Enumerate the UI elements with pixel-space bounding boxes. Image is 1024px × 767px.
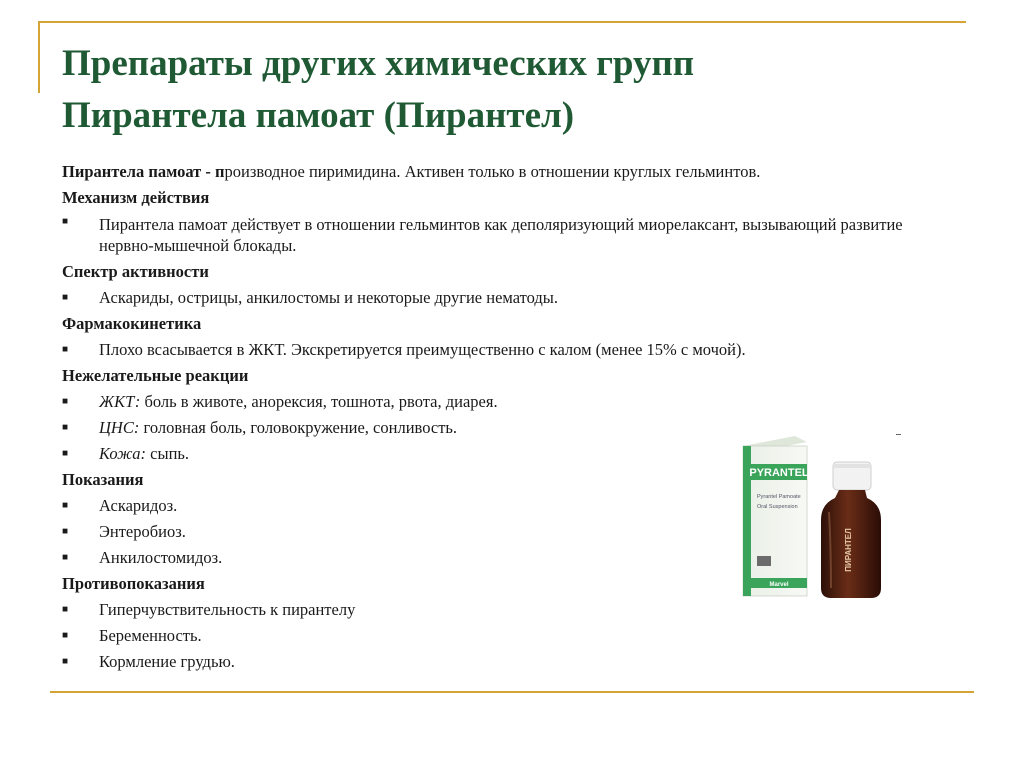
list-item-text: головная боль, головокружение, сонливость. xyxy=(139,418,458,437)
square-bullet-icon: ■ xyxy=(62,396,69,407)
list-item xyxy=(62,623,942,649)
heading-mechanism: Механизм действия xyxy=(62,188,210,207)
list-item xyxy=(62,211,942,259)
list-item-text: боль в животе, анорексия, тошнота, рвота, диарея. xyxy=(140,392,498,411)
heading-adverse-reactions: Нежелательные реакции xyxy=(62,366,249,385)
item-label: ЖКТ: xyxy=(99,392,141,411)
list-item-text: Пирантела памоат действует в отношении гельминтов как деполяризующий миорелаксант, вызывающий развитие нервно-мышечной блокады. xyxy=(99,215,903,255)
list-item xyxy=(62,389,942,415)
square-bullet-icon: ■ xyxy=(62,292,69,303)
square-bullet-icon: ■ xyxy=(62,656,69,667)
intro-paragraph xyxy=(62,159,942,185)
list-item-text: сыпь. xyxy=(146,444,190,463)
list-item-text: Энтеробиоз. xyxy=(99,522,186,541)
heading-pharmacokinetics: Фармакокинетика xyxy=(62,314,202,333)
square-bullet-icon: ■ xyxy=(62,630,69,641)
square-bullet-icon: ■ xyxy=(62,500,69,511)
list-item-text: Беременность. xyxy=(99,626,202,645)
square-bullet-icon: ■ xyxy=(62,344,69,355)
list-item-text: Гиперчувствительность к пирантелу xyxy=(99,600,356,619)
list-item-text: Плохо всасывается в ЖКТ. Экскретируется преимущественно с калом (менее 15% с мочой). xyxy=(99,340,746,359)
square-bullet-icon: ■ xyxy=(62,216,69,227)
item-label: ЦНС: xyxy=(99,418,140,437)
intro-bold: Пирантела памоат - п xyxy=(62,162,225,181)
heading-contraindications: Противопоказания xyxy=(62,574,205,593)
heading-spectrum: Спектр активности xyxy=(62,262,209,281)
box-line-2: Oral Suspension xyxy=(757,504,798,510)
list-item-text: Кормление грудью. xyxy=(99,652,235,671)
slide-title xyxy=(62,38,962,142)
medicine-box xyxy=(743,436,809,596)
pyrantel-product-image xyxy=(735,428,910,608)
box-maker-text: Marvel xyxy=(769,582,789,588)
box-brand-text: PYRANTEL xyxy=(749,467,809,479)
item-label: Кожа: xyxy=(99,444,147,463)
list-item-text: Аскаридоз. xyxy=(99,496,178,515)
top-gold-rule xyxy=(38,21,966,23)
left-gold-rule xyxy=(38,21,40,93)
square-bullet-icon: ■ xyxy=(62,604,69,615)
list-item xyxy=(62,649,942,675)
title-line-1: Препараты других химических групп xyxy=(62,43,695,84)
list-item xyxy=(62,337,942,363)
list-item-text: Аскариды, острицы, анкилостомы и некоторые другие нематоды. xyxy=(99,288,558,307)
bottom-gold-rule xyxy=(50,691,974,693)
medicine-bottle xyxy=(821,462,881,598)
heading-indications: Показания xyxy=(62,470,144,489)
list-item-text: Анкилостомидоз. xyxy=(99,548,223,567)
square-bullet-icon: ■ xyxy=(62,448,69,459)
intro-text: роизводное пиримидина. Активен только в отношении круглых гельминтов. xyxy=(224,162,761,181)
square-bullet-icon: ■ xyxy=(62,422,69,433)
square-bullet-icon: ■ xyxy=(62,526,69,537)
square-bullet-icon: ■ xyxy=(62,552,69,563)
box-line-1: Pyrantel Pamoate xyxy=(757,494,801,500)
title-line-2: Пирантела памоат (Пирантел) xyxy=(62,95,575,136)
bottle-label-text: ПИРАНТЕЛ xyxy=(844,528,853,572)
list-item xyxy=(62,285,942,311)
